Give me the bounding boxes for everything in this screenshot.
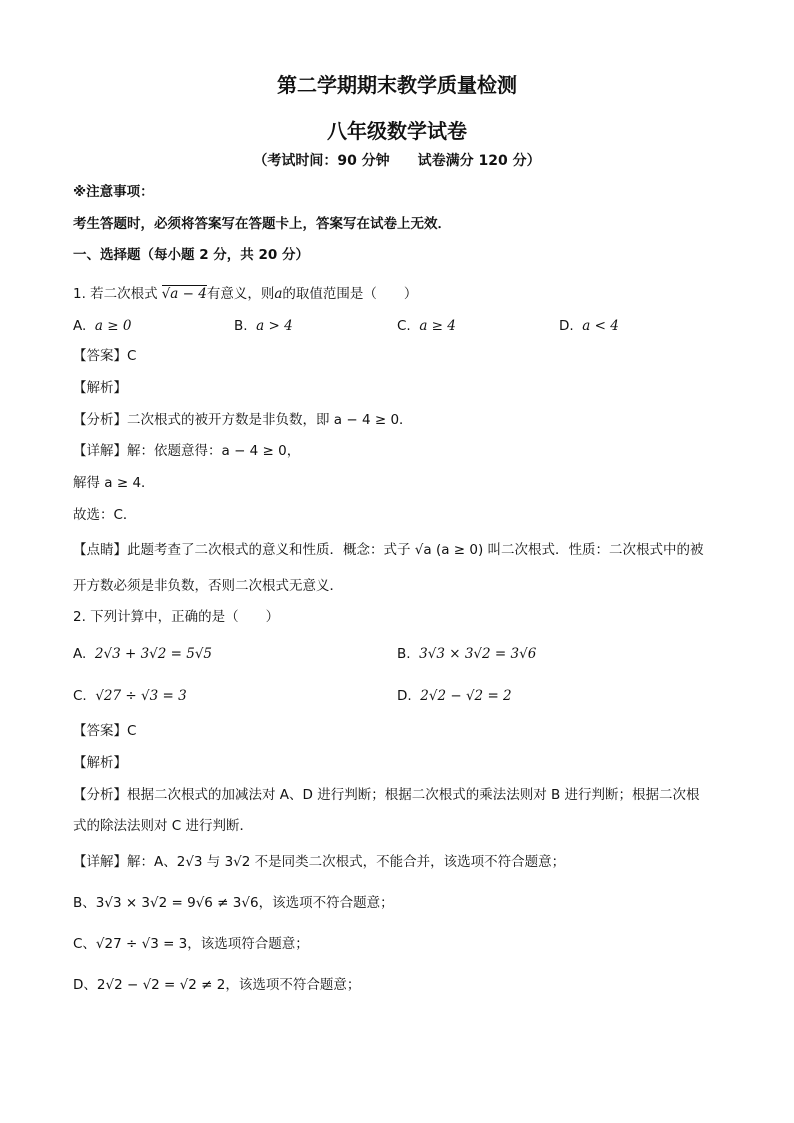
q1-radical: √a − 4 — [161, 286, 207, 302]
q2-option-d-expr: 2√2 − √2 = 2 — [420, 688, 512, 704]
q1-fenxi: 【分析】二次根式的被开方数是非负数，即 a − 4 ≥ 0． — [73, 412, 413, 428]
q1-var: a — [274, 286, 283, 302]
page-subtitle: 八年级数学试卷 — [327, 119, 467, 143]
q2-option-a — [73, 644, 212, 664]
q2-option-b — [397, 644, 536, 664]
q2-fenxi-line2: 式的除法法则对 C 进行判断． — [73, 818, 254, 834]
q2-xiangjie: 【详解】解：A、2√3 与 3√2 不是同类二次根式，不能合并，该选项不符合题意； — [73, 854, 566, 870]
q1-stem-prefix: 1. 若二次根式 — [73, 286, 158, 302]
q1-jiede: 解得 a ≥ 4． — [73, 475, 155, 491]
section-heading: 一、选择题（每小题 2 分，共 20 分） — [73, 247, 309, 263]
q1-option-b — [234, 316, 293, 336]
q1-guxuan: 故选：C． — [73, 507, 137, 523]
q1-option-d — [559, 316, 619, 336]
q2-option-c — [73, 686, 187, 706]
q2-option-b-label: B. — [397, 646, 411, 662]
notice-text: 考生答题时，必须将答案写在答题卡上，答案写在试卷上无效． — [73, 216, 451, 232]
q1-answer: 【答案】C — [73, 348, 137, 364]
q1-option-b-expr: a > 4 — [256, 318, 293, 334]
q2-option-d — [397, 686, 512, 706]
q2-stem: 2. 下列计算中，正确的是（ ） — [73, 609, 280, 625]
q2-answer: 【答案】C — [73, 723, 137, 739]
q1-analysis-tag: 【解析】 — [73, 380, 127, 396]
q1-dianjing-line2: 开方数必须是非负数，否则二次根式无意义． — [73, 578, 343, 594]
page-title: 第二学期期末教学质量检测 — [277, 73, 517, 97]
q1-option-c — [397, 316, 456, 336]
q1-option-b-label: B. — [234, 318, 248, 334]
q2-line-d: D、2√2 − √2 = √2 ≠ 2，该选项不符合题意； — [73, 977, 361, 993]
q1-option-d-label: D. — [559, 318, 574, 334]
q2-line-c: C、√27 ÷ √3 = 3，该选项符合题意； — [73, 936, 309, 952]
q2-analysis-tag: 【解析】 — [73, 755, 127, 771]
q1-option-c-label: C. — [397, 318, 411, 334]
q1-xiangjie: 【详解】解：依题意得：a − 4 ≥ 0， — [73, 443, 301, 459]
q2-option-b-expr: 3√3 × 3√2 = 3√6 — [419, 646, 537, 662]
q1-option-c-expr: a ≥ 4 — [419, 318, 456, 334]
q2-option-c-label: C. — [73, 688, 87, 704]
q1-option-a-expr: a ≥ 0 — [94, 318, 132, 334]
q1-stem-suffix: 的取值范围是（ ） — [282, 286, 418, 302]
q2-option-c-expr: √27 ÷ √3 = 3 — [95, 688, 187, 704]
q2-option-d-label: D. — [397, 688, 412, 704]
q2-option-a-label: A. — [73, 646, 87, 662]
q2-option-a-expr: 2√3 + 3√2 = 5√5 — [94, 646, 213, 662]
q1-option-a — [73, 316, 131, 336]
q1-stem — [73, 284, 417, 304]
q2-line-b: B、3√3 × 3√2 = 9√6 ≠ 3√6，该选项不符合题意； — [73, 895, 394, 911]
notice-heading: ※注意事项： — [73, 184, 154, 200]
exam-info: （考试时间：90 分钟 试卷满分 120 分） — [253, 153, 541, 169]
q1-dianjing-line1: 【点睛】此题考查了二次根式的意义和性质．概念：式子 √a (a ≥ 0) 叫二次根式．性质：二次根式中的被 — [73, 542, 704, 558]
q1-stem-mid: 有意义，则 — [206, 286, 275, 302]
q1-radicand: a − 4 — [170, 286, 207, 302]
q2-fenxi-line1: 【分析】根据二次根式的加减法对 A、D 进行判断；根据二次根式的乘法法则对 B 进行判断；根据二次根 — [73, 787, 700, 803]
q1-option-a-label: A. — [73, 318, 87, 334]
q1-option-d-expr: a < 4 — [582, 318, 619, 334]
